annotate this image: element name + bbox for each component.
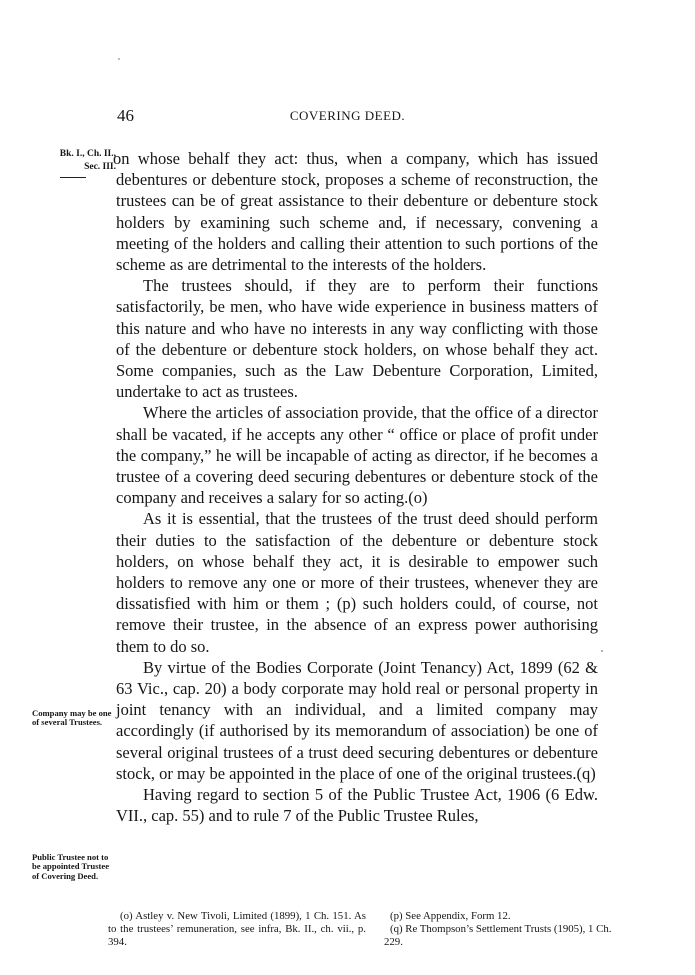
margin-note-public-trustee: Public Trustee not to be appointed Trustee of Covering Deed. [32, 852, 110, 881]
footnote-column-right [384, 910, 614, 950]
section-ref: Sec. III. [84, 162, 116, 172]
footnote-column-left [108, 910, 366, 950]
speck [601, 650, 603, 652]
book-ref: Bk. I., Ch. II., [59, 149, 116, 159]
paragraph: on whose behalf they act: thus, when a company, which has issued debentures or debenture stock, proposes a scheme of reconstruction, the trustees can be of great assistance to their debenture or debenture stock holders by examining such scheme and, if necessary, convening a meeting of the holders and calling their attention to such portions of the scheme as are detrimental to the interests of the holders. [113, 149, 598, 275]
paragraph: The trustees should, if they are to perform their functions satisfactorily, be men, who have wide experience in business matters of this nature and who have no interests in any way conflicting with those of the debenture or debenture stock holders, on whose behalf they act. Some companies, such as the Law Debenture Corporation, Limited, undertake to act as trustees. [116, 276, 598, 402]
page-number: 46 [117, 106, 134, 125]
divider [60, 177, 86, 178]
footnote-q: (q) Re Thompson’s Settlement Trusts (1905), 1 Ch. 229. [384, 923, 612, 949]
running-head: COVERING DEED. [289, 108, 406, 123]
speck [118, 58, 120, 60]
margin-note-book-section [32, 148, 116, 178]
footnote-p: (p) See Appendix, Form 12. [390, 910, 511, 922]
paragraph: Where the articles of association provide, that the office of a director shall be vacated, if he accepts any other “ office or place of profit under the company,” he will be incapable of acting as director, if he becomes a trustee of a covering deed securing debentures or debenture stock of the company and receives a salary for so acting.(o) [116, 403, 598, 508]
paragraph: Having regard to section 5 of the Public Trustee Act, 1906 (6 Edw. VII., cap. 55) and to rule 7 of the Public Trustee Rules, [116, 785, 598, 826]
margin-note-company-trustee: Company may be one of several Trustees. [32, 708, 112, 728]
footnote-o: (o) Astley v. New Tivoli, Limited (1899), 1 Ch. 151. As to the trustees’ remuneration, see infra, Bk. II., ch. vii., p. 394. [108, 910, 366, 949]
paragraph: By virtue of the Bodies Corporate (Joint Tenancy) Act, 1899 (62 & 63 Vic., cap. 20) a body corporate may hold real or personal property in joint tenancy with an individual, and a limited company may accordingly (if authorised by its memorandum of association) be one of several original trustees of a trust deed securing debentures or debenture stock, or may be appointed in the place of one of the original trustees.(q) [116, 657, 598, 783]
paragraph: As it is essential, that the trustees of the trust deed should perform their duties to the satisfaction of the debenture or debenture stock holders, on whose behalf they act, it is desirable to empower such holders to remove any one or more of their trustees, whenever they are dissatisfied with him or them ; (p) such holders could, of course, not remove their trustee, in the absence of an express power authorising them to do so. [116, 509, 598, 656]
body-text [113, 148, 598, 827]
